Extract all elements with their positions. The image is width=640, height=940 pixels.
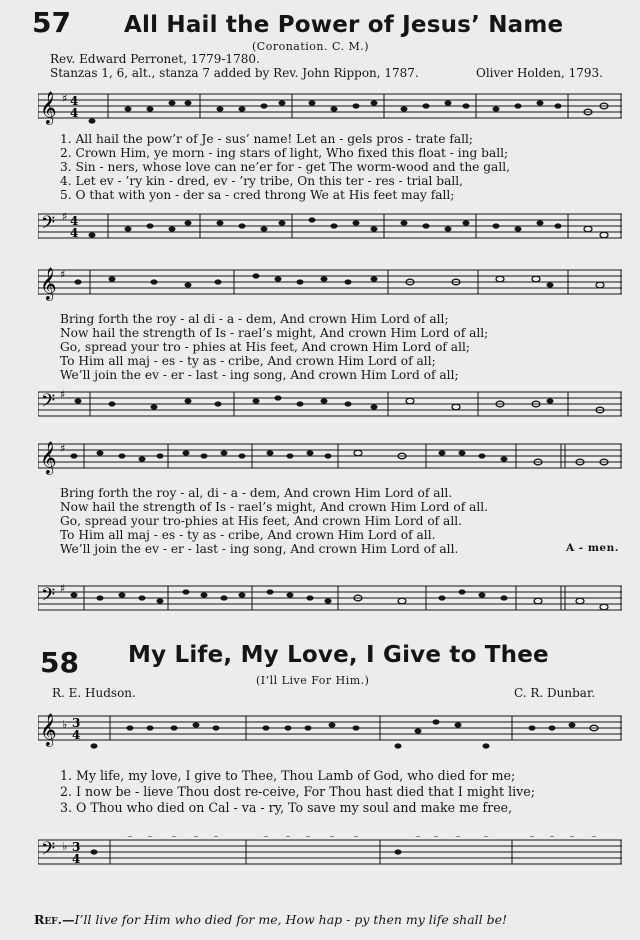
lyric-line: Go, spread your tro-phies at His feet, And crown Him Lord of all.: [60, 514, 462, 528]
lyric-line: 1. My life, my love, I give to Thee, Thou Lamb of God, who died for me;: [60, 768, 516, 783]
svg-text:♯: ♯: [60, 388, 66, 401]
hymn-title: All Hail the Power of Jesus’ Name: [124, 12, 564, 38]
verse-lyrics-block: [60, 768, 606, 816]
bass-staff: [38, 388, 622, 428]
svg-text:𝄞: 𝄞: [40, 441, 57, 474]
refrain-label: Ref.—: [34, 912, 75, 927]
svg-text:𝄞: 𝄞: [40, 713, 57, 746]
lyric-line: Now hail the strength of Is - rael’s might, And crown Him Lord of all;: [60, 326, 489, 340]
lyric-line: 3. O Thou who died on Cal - va - ry, To save my soul and make me free,: [60, 800, 513, 815]
tune-name: (Coronation. C. M.): [252, 40, 370, 53]
svg-text:𝄢: 𝄢: [41, 839, 56, 864]
svg-text:4: 4: [72, 852, 81, 866]
author-credit: Rev. Edward Perronet, 1779-1780.: [50, 52, 260, 66]
composer-credit: C. R. Dunbar.: [514, 686, 596, 700]
svg-text:♭: ♭: [62, 718, 68, 731]
svg-text:♯: ♯: [62, 92, 68, 105]
lyric-line: We’ll join the ev - er - last - ing song, And crown Him Lord of all.: [60, 542, 459, 556]
refrain-line: [34, 912, 507, 927]
svg-text:♯: ♯: [60, 582, 66, 595]
treble-staff: [38, 266, 622, 306]
lyric-line: 2. Crown Him, ye morn - ing stars of light, Who fixed this float - ing ball;: [60, 146, 509, 160]
verse-lyrics-block: [60, 486, 606, 556]
lyric-line: To Him all maj - es - ty as - cribe, And crown Him Lord of all.: [60, 528, 436, 542]
hymn-number: 57: [32, 6, 71, 39]
lyric-line: 4. Let ev - ’ry kin - dred, ev - ’ry tribe, On this ter - res - trial ball,: [60, 174, 464, 188]
svg-text:𝄞: 𝄞: [40, 267, 57, 300]
treble-staff: [38, 440, 622, 480]
author-credit: R. E. Hudson.: [52, 686, 136, 700]
svg-text:♯: ♯: [60, 442, 66, 455]
lyric-line: Bring forth the roy - al di - a - dem, And crown Him Lord of all;: [60, 312, 449, 326]
svg-text:4: 4: [70, 106, 79, 120]
amen-label: A - men.: [566, 542, 619, 554]
svg-text:4: 4: [70, 214, 79, 228]
bass-staff: [38, 836, 622, 876]
hymn-number: 58: [40, 646, 79, 679]
svg-text:4: 4: [72, 728, 81, 742]
refrain-text: I’ll live for Him who died for me, How hap - py then my life shall be!: [74, 912, 508, 927]
lyric-line: 3. Sin - ners, whose love can ne’er for - get The worm-wood and the gall,: [60, 160, 510, 174]
svg-text:3: 3: [72, 840, 81, 854]
svg-text:𝄢: 𝄢: [41, 391, 56, 416]
bass-staff: [38, 582, 622, 622]
svg-text:4: 4: [70, 94, 79, 108]
composer-credit: Oliver Holden, 1793.: [476, 66, 603, 80]
svg-text:♭: ♭: [62, 840, 68, 853]
lyric-line: We’ll join the ev - er - last - ing song, And crown Him Lord of all;: [60, 368, 459, 382]
lyric-line: Now hail the strength of Is - rael’s might, And crown Him Lord of all.: [60, 500, 489, 514]
verse-lyrics-block: [60, 312, 606, 382]
author-credit-2: Stanzas 1, 6, alt., stanza 7 added by Rev. John Rippon, 1787.: [50, 66, 419, 80]
lyric-line: Bring forth the roy - al, di - a - dem, And crown Him Lord of all.: [60, 486, 453, 500]
svg-text:𝄢: 𝄢: [41, 213, 56, 238]
lyric-line: 1. All hail the pow’r of Je - sus’ name! Let an - gels pros - trate fall;: [60, 132, 474, 146]
lyric-line: To Him all maj - es - ty as - cribe, And crown Him Lord of all;: [60, 354, 436, 368]
svg-text:𝄞: 𝄞: [40, 91, 57, 124]
bass-staff: [38, 210, 622, 250]
verse-lyrics-block: [60, 132, 606, 202]
svg-text:𝄢: 𝄢: [41, 585, 56, 610]
treble-staff: [38, 712, 622, 752]
lyric-line: 2. I now be - lieve Thou dost re-ceive, For Thou hast died that I might live;: [60, 784, 535, 799]
svg-text:♯: ♯: [62, 210, 68, 223]
hymn-title: My Life, My Love, I Give to Thee: [128, 642, 549, 668]
lyric-line: 5. O that with yon - der sa - cred throng We at His feet may fall;: [60, 188, 455, 202]
lyric-line: Go, spread your tro - phies at His feet, And crown Him Lord of all;: [60, 340, 470, 354]
svg-text:4: 4: [70, 226, 79, 240]
svg-text:♯: ♯: [60, 268, 66, 281]
tune-name: (I’ll Live For Him.): [256, 674, 370, 687]
svg-text:3: 3: [72, 716, 81, 730]
treble-staff: [38, 90, 622, 130]
